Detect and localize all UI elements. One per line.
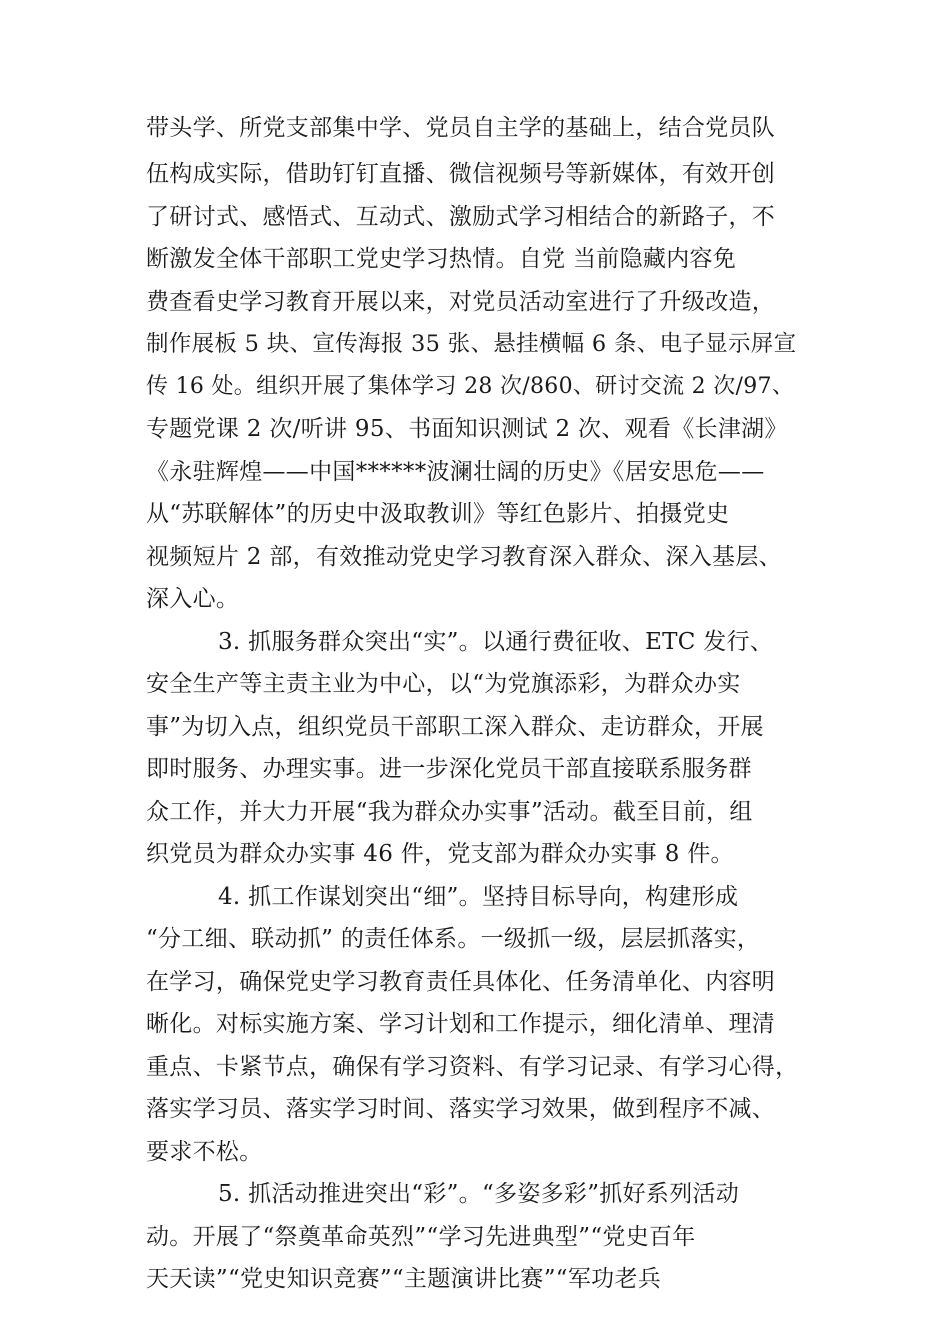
text-line: 断激发全体干部职工党史学习热情。自党 当前隐藏内容免	[146, 246, 737, 272]
text-line: 传 16 处。组织开展了集体学习 28 次/860、研讨交流 2 次/97、	[146, 374, 795, 399]
text-line: 从“苏联解体”的历史中汲取教训》等红色影片、拍摄党史	[146, 501, 730, 527]
text-line: 重点、卡紧节点，确保有学习资料、有学习记录、有学习心得，	[146, 1054, 799, 1080]
text-line: 视频短片 2 部，有效推动党史学习教育深入群众、深入基层、	[146, 544, 782, 570]
section-heading-line: 4. 抓工作谋划突出“细”。坚持目标导向，构建形成	[218, 884, 739, 910]
text-line: 晰化。对标实施方案、学习计划和工作提示，细化清单、理清	[146, 1011, 776, 1037]
section-heading-line: 3. 抓服务群众突出“实”。以通行费征收、ETC 发行、	[218, 629, 774, 655]
text-line: 即时服务、办理实事。进一步深化党员干部直接联系服务群	[146, 756, 752, 782]
text-line: 《永驻辉煌——中国******波澜壮阔的历史》《居安思危——	[146, 459, 765, 485]
text-line: 深入心。	[146, 586, 240, 612]
text-line: 专题党课 2 次/听讲 95、书面知识测试 2 次、观看《长津湖》	[146, 416, 788, 442]
text-line: 制作展板 5 块、宣传海报 35 张、悬挂横幅 6 条、电子显示屏宣	[146, 331, 797, 357]
text-line: 安全生产等主责主业为中心，以“为党旗添彩，为群众办实	[146, 671, 741, 697]
text-line: 在学习，确保党史学习教育责任具体化、任务清单化、内容明	[146, 969, 776, 995]
text-line: 天天读”“党史知识竞赛”“主题演讲比赛”“军功老兵	[146, 1266, 662, 1292]
text-line: 带头学、所党支部集中学、党员自主学的基础上，结合党员队	[146, 115, 776, 141]
text-line: 事”为切入点，组织党员干部职工深入群众、走访群众，开展	[146, 714, 764, 740]
text-line: 织党员为群众办实事 46 件，党支部为群众办实事 8 件。	[146, 841, 734, 867]
text-line: 要求不松。	[146, 1139, 263, 1165]
text-line: 众工作，并大力开展“我为群众办实事”活动。截至目前，组	[146, 799, 753, 825]
section-heading-line: 5. 抓活动推进突出“彩”。“多姿多彩”抓好系列活动	[218, 1181, 740, 1207]
text-line: 伍构成实际，借助钉钉直播、微信视频号等新媒体，有效开创	[146, 161, 776, 187]
text-line: 动。开展了“祭奠革命英烈”“学习先进典型”“党史百年	[146, 1224, 696, 1250]
text-line: “分工细、联动抓” 的责任体系。一级抓一级，层层抓落实，	[146, 926, 761, 952]
text-line: 了研讨式、感悟式、互动式、激励式学习相结合的新路子，不	[146, 204, 776, 230]
text-line: 落实学习员、落实学习时间、落实学习效果，做到程序不减、	[146, 1096, 776, 1122]
text-line: 费查看史学习教育开展以来，对党员活动室进行了升级改造，	[146, 289, 776, 315]
